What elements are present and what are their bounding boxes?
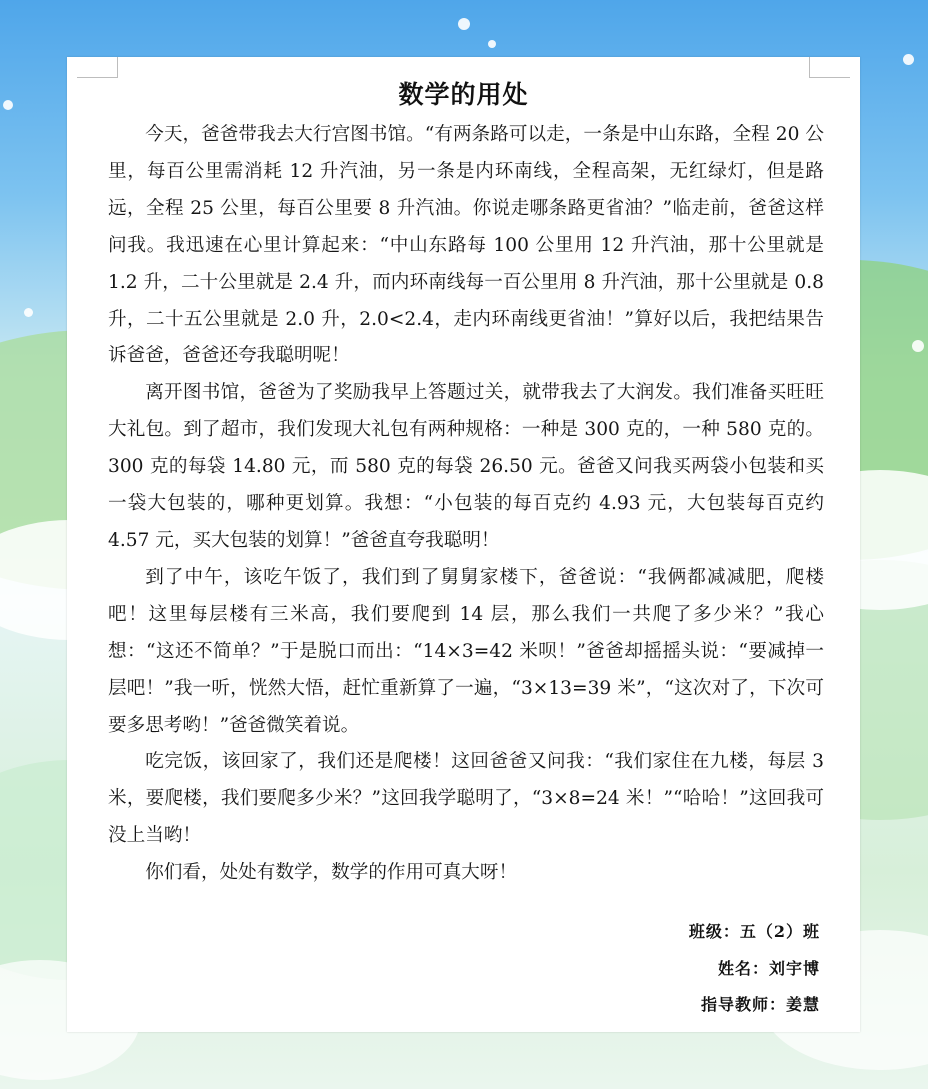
background-sparkle [3,100,13,110]
background-sparkle [903,54,914,65]
document-page [67,57,860,1032]
background-sparkle [458,18,470,30]
paragraph: 吃完饭，该回家了，我们还是爬楼！这回爸爸又问我：“我们家住在九楼，每层 3 米，要爬楼，我们要爬多少米？”这回我学聪明了，“3×8=24 米！”“哈哈！”这回我可没上当哟！ [108,751,824,847]
background-sparkle [24,308,33,317]
paragraph: 今天，爸爸带我去大行宫图书馆。“有两条路可以走，一条是中山东路，全程 20 公里，每百公里需消耗 12 升汽油，另一条是内环南线，全程高架，无红绿灯，但是路远，全程 25 公里，每百公里要 8 升汽油。你说走哪条路更省油？”临走前，爸爸这样问我。我迅速在心里计算起来：“中山东路每 100 公里用 12 升汽油，那十公里就是 1.2 升，二十公里就是 2.4 升，而内环南线每一百公里用 8 升汽油，那十公里就是 0.8 升，二十五公里就是 2.0 升，2.0<2.4，走内环南线更省油！”算好以后，我把结果告诉爸爸，爸爸还夸我聪明呢！ [108,124,824,367]
signature-name: 姓名：刘宇博 [717,959,820,978]
paragraph: 到了中午，该吃午饭了，我们到了舅舅家楼下，爸爸说：“我俩都减减肥，爬楼吧！这里每层楼有三米高，我们要爬到 14 层，那么我们一共爬了多少米？”我心想：“这还不简单？”于是脱口而出：“14×3=42 米呗！”爸爸却摇摇头说：“要减掉一层吧！”我一听，恍然大悟，赶忙重新算了一遍，“3×13=39 米”，“这次对了，下次可要多思考哟！”爸爸微笑着说。 [108,566,824,736]
paragraph: 离开图书馆，爸爸为了奖励我早上答题过关，就带我去了大润发。我们准备买旺旺大礼包。到了超市，我们发现大礼包有两种规格：一种是 300 克的，一种 580 克的。300 克的每袋 14.80 元，而 580 克的每袋 26.50 元。爸爸又问我买两袋小包装和买一袋大包装的，哪种更划算。我想：“小包装的每百克约 4.93 元，大包装每百克约 4.57 元，买大包装的划算！”爸爸直夸我聪明！ [108,382,824,551]
background-sparkle [488,40,496,48]
document-body [108,117,824,892]
background-sparkle [912,340,924,352]
document-title: 数学的用处 [398,80,529,109]
paragraph: 你们看，处处有数学，数学的作用可真大呀！ [145,862,518,884]
signature-teacher: 指导教师：姜慧 [700,995,820,1014]
signature-class: 班级：五（2）班 [688,922,820,941]
